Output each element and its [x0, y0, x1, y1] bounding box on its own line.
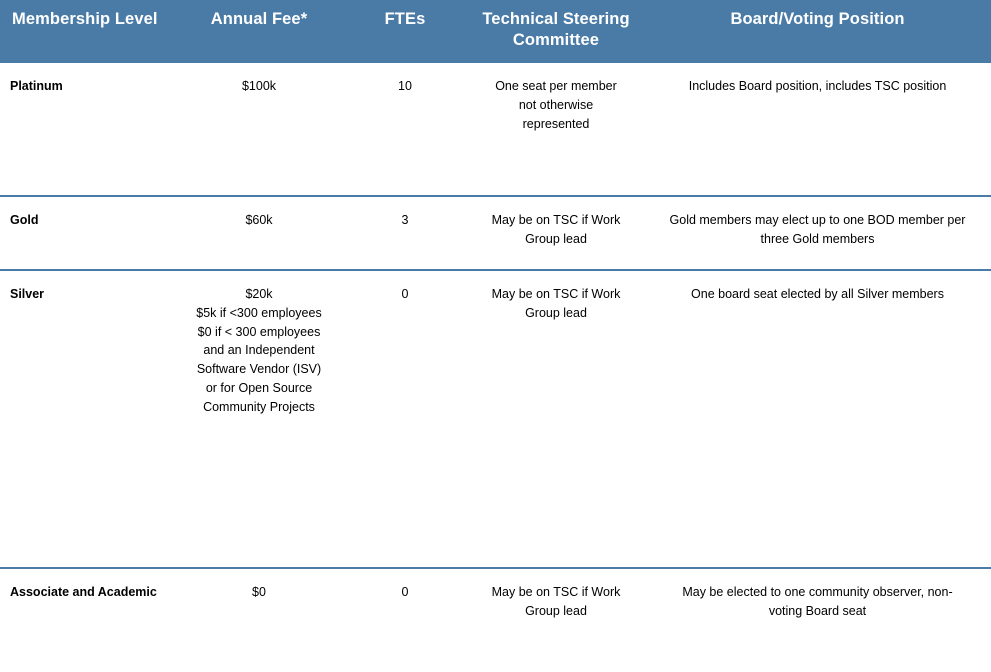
- fee-line: $20k: [245, 287, 273, 302]
- tsc-text: May be on TSC if Work Group lead: [491, 213, 621, 246]
- header-board-voting-position: Board/Voting Position: [644, 0, 991, 63]
- fee-line: $5k if <300 employees: [196, 305, 322, 320]
- table-row: [0, 63, 991, 196]
- cell-tsc-associate: [468, 568, 644, 639]
- fee-line: $60k: [245, 213, 273, 228]
- header-technical-steering-committee: Technical Steering Committee: [468, 0, 644, 63]
- cell-ftes-platinum: 10: [342, 63, 468, 196]
- table-header: [0, 0, 991, 63]
- cell-fee-associate: [176, 568, 342, 639]
- table-row: [0, 270, 991, 568]
- cell-board-platinum: [644, 63, 991, 196]
- cell-tsc-silver: [468, 270, 644, 568]
- level-text: Associate and Academic: [10, 585, 157, 600]
- table-row: [0, 196, 991, 270]
- header-annual-fee: Annual Fee*: [176, 0, 342, 63]
- table-body: [0, 63, 991, 639]
- cell-ftes-silver: 0: [342, 270, 468, 568]
- cell-level-associate: [0, 568, 176, 639]
- header-row: [0, 0, 991, 63]
- cell-board-associate: [644, 568, 991, 639]
- tsc-text: One seat per member not otherwise represented: [495, 79, 617, 131]
- cell-board-gold: [644, 196, 991, 270]
- board-text: Includes Board position, includes TSC position: [688, 79, 947, 94]
- board-text: Gold members may elect up to one BOD member per three Gold members: [669, 213, 966, 246]
- cell-ftes-associate: 0: [401, 585, 409, 600]
- tsc-text: May be on TSC if Work Group lead: [491, 287, 621, 320]
- cell-level-silver: Silver: [0, 270, 176, 568]
- cell-fee-silver: [176, 270, 342, 568]
- fee-line: $100k: [241, 79, 277, 94]
- table-row: [0, 568, 991, 639]
- cell-level-gold: Gold: [0, 196, 176, 270]
- header-ftes: FTEs: [342, 0, 468, 63]
- fee-line: $0 if < 300 employees and an Independent Software Vendor (ISV) or for Open Source Community Projects: [196, 324, 322, 414]
- cell-tsc-platinum: [468, 63, 644, 196]
- cell-fee-platinum: [176, 63, 342, 196]
- board-text: May be elected to one community observer, non-voting Board seat: [682, 585, 953, 618]
- cell-fee-gold: [176, 196, 342, 270]
- cell-board-silver: [644, 270, 991, 568]
- tsc-text: May be on TSC if Work Group lead: [491, 585, 621, 618]
- cell-level-platinum: Platinum: [0, 63, 176, 196]
- cell-tsc-gold: [468, 196, 644, 270]
- board-text: One board seat elected by all Silver members: [691, 287, 944, 302]
- header-membership-level: Membership Level: [0, 0, 176, 63]
- cell-ftes-gold: 3: [342, 196, 468, 270]
- fee-line: $0: [252, 585, 266, 600]
